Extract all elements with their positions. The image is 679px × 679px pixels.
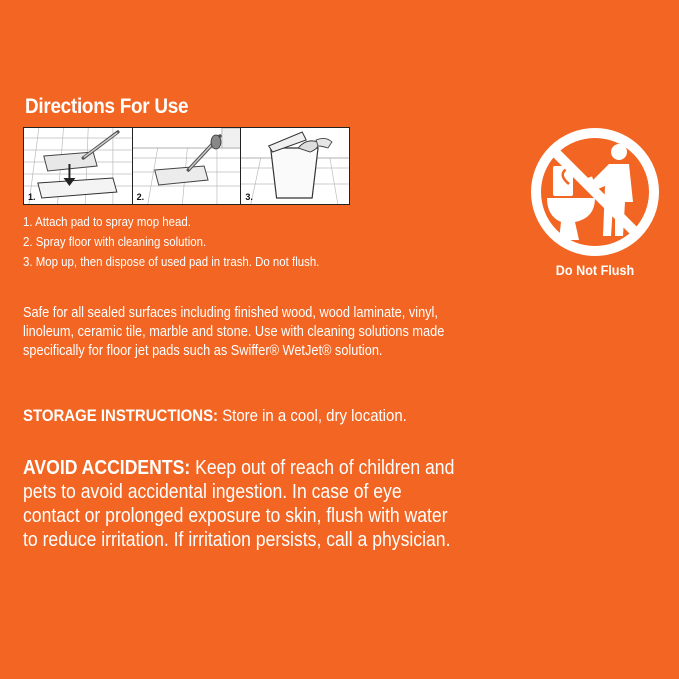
- step-1-panel: [24, 128, 133, 204]
- dispose-pad-trash-illustration: [241, 128, 349, 204]
- step-1-number: 1.: [28, 192, 36, 202]
- storage-text: Store in a cool, dry location.: [218, 406, 407, 425]
- accidents-label: AVOID ACCIDENTS:: [23, 457, 191, 479]
- storage-label: STORAGE INSTRUCTIONS:: [23, 406, 219, 425]
- no-flush-label: Do Not Flush: [555, 262, 635, 278]
- no-flush-icon: [529, 126, 661, 258]
- directions-heading: Directions For Use: [25, 95, 189, 118]
- step-2-panel: [133, 128, 242, 204]
- step-3-text: 3. Mop up, then dispose of used pad in trash. Do not flush.: [23, 254, 320, 269]
- accidents-text: Keep out of reach of children and pets to avoid accidental ingestion. In case of eye contact or prolonged exposure to skin, flush with water to reduce irritation. If irritation persists, call a physician.: [23, 457, 455, 551]
- step-3-number: 3.: [245, 192, 253, 202]
- avoid-accidents-warning: [23, 456, 463, 552]
- directions-steps-list: [23, 212, 393, 272]
- directions-illustration-strip: [23, 127, 350, 205]
- surfaces-paragraph: Safe for all sealed surfaces including finished wood, wood laminate, vinyl, linoleum, ceramic tile, marble and stone. Use with cleaning solutions made specifically for floor jet pads such as Swiffer® WetJet® solution.: [23, 305, 445, 359]
- attach-pad-illustration: [24, 128, 132, 204]
- no-flush-badge: [529, 126, 661, 258]
- step-1-text: 1. Attach pad to spray mop head.: [23, 214, 191, 229]
- step-3-panel: [241, 128, 349, 204]
- spray-floor-illustration: [133, 128, 241, 204]
- step-2-text: 2. Spray floor with cleaning solution.: [23, 234, 207, 249]
- storage-instructions: [23, 405, 481, 427]
- step-2-number: 2.: [136, 192, 145, 202]
